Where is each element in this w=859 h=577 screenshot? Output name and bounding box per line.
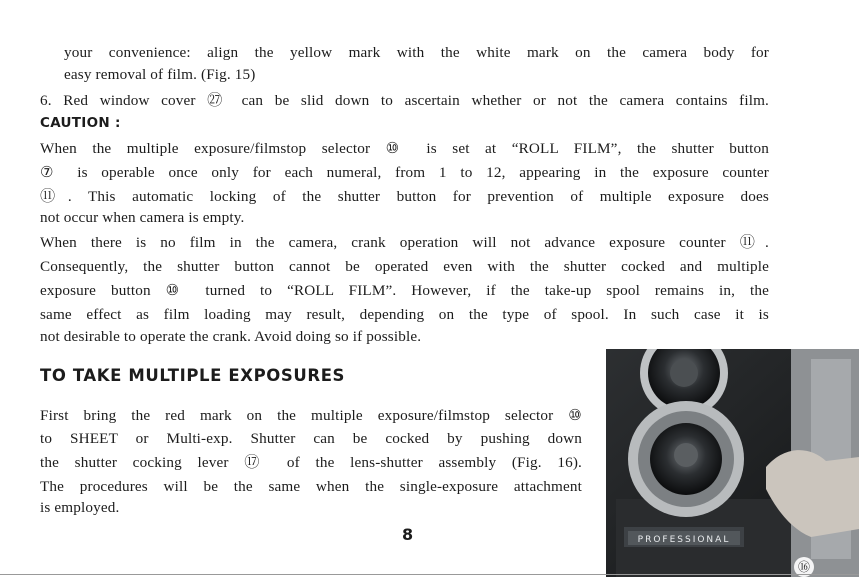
text-line: When the multiple exposure/filmstop selector ⑩ is set at “ROLL FILM”, the shutter button [40,140,769,157]
section-heading: TO TAKE MULTIPLE EXPOSURES [40,366,346,385]
text-line: 6. Red window cover ㉗ can be slid down to ascertain whether or not the camera contains film. [40,92,769,109]
text-line: exposure button ⑩ turned to “ROLL FILM”. However, if the take-up spool remains in, the [40,282,769,299]
text-line: your convenience: align the yellow mark with the white mark on the camera body for [64,44,769,61]
text-line: The procedures will be the same when the single-exposure attachment [40,478,582,495]
camera-photo [606,349,859,577]
page-number: 8 [402,525,414,544]
nameplate-text: PROFESSIONAL [637,535,731,545]
page-edge-rule [0,574,859,575]
text-line: to SHEET or Multi-exp. Shutter can be cocked by pushing down [40,430,582,447]
text-line: the shutter cocking lever ⑰ of the lens-shutter assembly (Fig. 16). [40,454,582,471]
text-line: is employed. [40,499,120,516]
text-line: When there is no film in the camera, crank operation will not advance exposure counter ⑪. [40,234,769,251]
figure-marker: ⑯ [797,560,811,574]
text-line: First bring the red mark on the multiple exposure/filmstop selector ⑩ [40,407,582,424]
text-line: Consequently, the shutter button cannot be operated even with the shutter cocked and multiple [40,258,769,275]
text-line: easy removal of film. (Fig. 15) [64,66,256,83]
taking-lens [628,401,744,517]
text-line: not occur when camera is empty. [40,209,245,226]
text-line: not desirable to operate the crank. Avoid doing so if possible. [40,328,422,345]
text-line: same effect as film loading may result, depending on the type of spool. In such case it is [40,306,769,323]
text-line: ⑦ is operable once only for each numeral, from 1 to 12, appearing in the exposure counter [40,164,769,181]
caution-heading: CAUTION : [40,115,121,131]
text-line: ⑪. This automatic locking of the shutter button for prevention of multiple exposure does [40,188,769,205]
